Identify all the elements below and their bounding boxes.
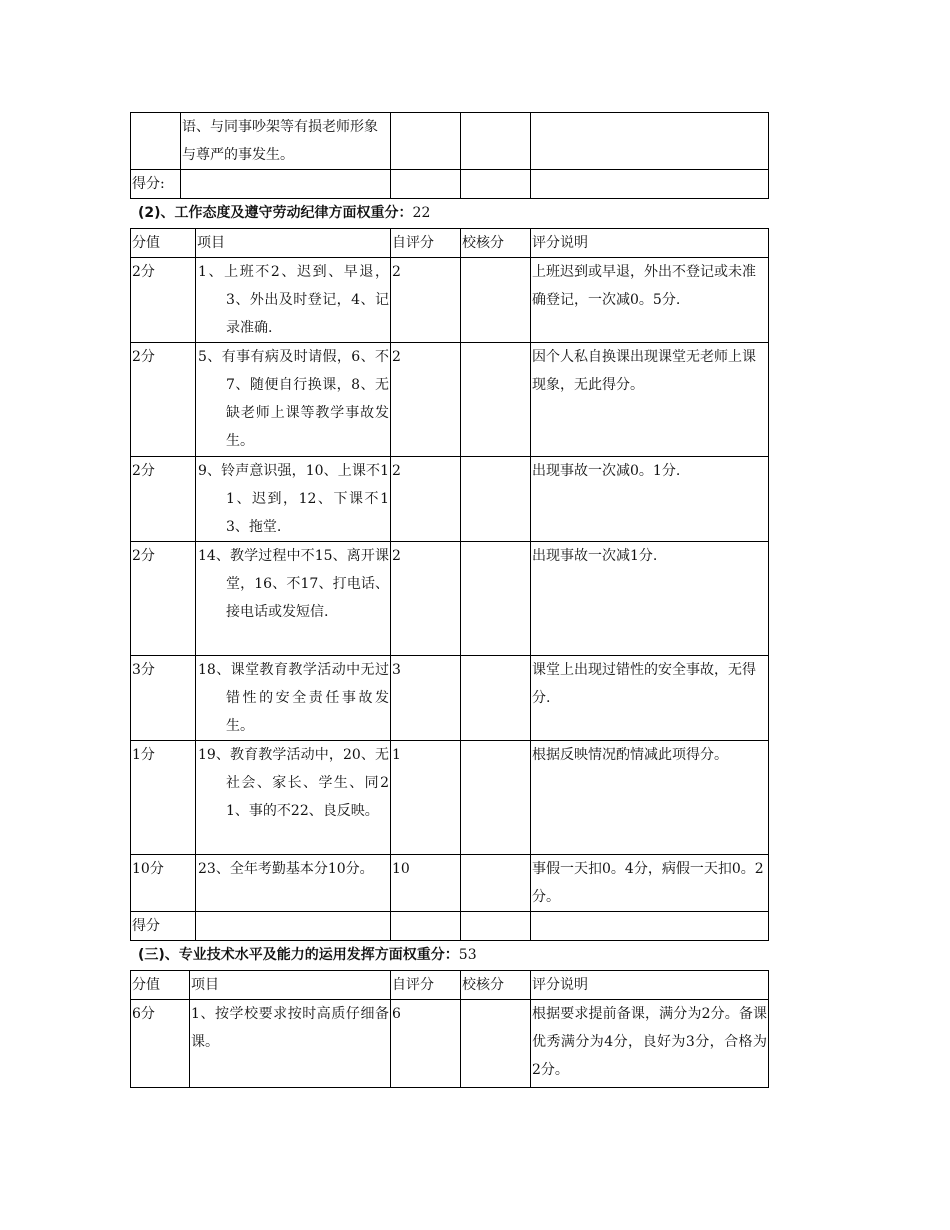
self-score-cell: 2 xyxy=(391,542,461,656)
header-row xyxy=(131,229,769,258)
section2-heading xyxy=(130,199,768,228)
score-cell: 6分 xyxy=(131,1000,190,1088)
note-cell xyxy=(531,912,769,941)
check-score-cell xyxy=(461,258,531,343)
table-row xyxy=(131,741,769,855)
self-score-cell: 2 xyxy=(391,343,461,457)
section3-weight: 53 xyxy=(458,947,477,963)
note-cell: 事假一天扣0。4分，病假一天扣0。2分。 xyxy=(531,855,769,912)
table-row xyxy=(131,1000,769,1088)
top-score-table xyxy=(130,112,769,199)
score-cell: 2分 xyxy=(131,542,196,656)
header-self: 自评分 xyxy=(391,971,461,1000)
note-cell: 出现事故一次减0。1分. xyxy=(531,457,769,542)
item-cell: 14、教学过程中不15、离开课堂，16、不17、打电话、接电话或发短信. xyxy=(196,542,391,656)
item-cell: 9、铃声意识强，10、上课不11、迟到，12、下课不13、拖堂. xyxy=(196,457,391,542)
header-item: 项目 xyxy=(196,229,391,258)
note-cell xyxy=(531,113,769,170)
check-score-cell xyxy=(461,741,531,855)
header-row xyxy=(131,971,769,1000)
section2-weight: 22 xyxy=(412,205,431,221)
table-row xyxy=(131,542,769,656)
note-cell xyxy=(531,170,769,199)
check-score-cell xyxy=(461,912,531,941)
check-score-cell xyxy=(461,457,531,542)
item-cell xyxy=(181,170,391,199)
item-cell: 23、全年考勤基本分10分。 xyxy=(196,855,391,912)
score-cell xyxy=(131,113,181,170)
section2-table xyxy=(130,228,769,941)
item-cell: 19、教育教学活动中，20、无社会、家长、学生、同21、事的不22、良反映。 xyxy=(196,741,391,855)
score-cell: 10分 xyxy=(131,855,196,912)
item-cell xyxy=(196,912,391,941)
table-row xyxy=(131,258,769,343)
section3-title: (三)、专业技术水平及能力的运用发挥方面权重分： xyxy=(138,947,459,963)
header-note: 评分说明 xyxy=(531,971,769,1000)
table-row xyxy=(131,855,769,912)
section3-table xyxy=(130,970,769,1088)
check-score-cell xyxy=(461,113,531,170)
score-cell: 2分 xyxy=(131,457,196,542)
item-cell: 5、有事有病及时请假，6、不7、随便自行换课，8、无缺老师上课等教学事故发生。 xyxy=(196,343,391,457)
note-cell: 因个人私自换课出现课堂无老师上课现象，无此得分。 xyxy=(531,343,769,457)
table-row xyxy=(131,113,769,170)
section3-heading xyxy=(130,941,768,970)
score-cell: 3分 xyxy=(131,656,196,741)
note-cell: 上班迟到或早退，外出不登记或未准确登记，一次减0。5分. xyxy=(531,258,769,343)
header-score: 分值 xyxy=(131,971,190,1000)
item-cell: 1、上班不2、迟到、早退，3、外出及时登记，4、记录准确. xyxy=(196,258,391,343)
check-score-cell xyxy=(461,1000,531,1088)
section2-title: (2)、工作态度及遵守劳动纪律方面权重分： xyxy=(138,205,413,221)
note-cell: 出现事故一次减1分. xyxy=(531,542,769,656)
item-cell: 18、课堂教育教学活动中无过错性的安全责任事故发生。 xyxy=(196,656,391,741)
item-cell: 语、与同事吵架等有损老师形象与尊严的事发生。 xyxy=(181,113,391,170)
self-score-cell xyxy=(391,170,461,199)
check-score-cell xyxy=(461,855,531,912)
document-page xyxy=(130,112,768,1088)
item-cell: 1、按学校要求按时高质仔细备课。 xyxy=(190,1000,391,1088)
note-cell: 根据反映情况酌情减此项得分。 xyxy=(531,741,769,855)
check-score-cell xyxy=(461,656,531,741)
self-score-cell: 3 xyxy=(391,656,461,741)
self-score-cell: 10 xyxy=(391,855,461,912)
score-cell: 1分 xyxy=(131,741,196,855)
self-score-cell: 6 xyxy=(391,1000,461,1088)
score-label: 得分 xyxy=(131,912,196,941)
header-self: 自评分 xyxy=(391,229,461,258)
table-row xyxy=(131,343,769,457)
header-note: 评分说明 xyxy=(531,229,769,258)
header-check: 校核分 xyxy=(461,971,531,1000)
table-row xyxy=(131,457,769,542)
header-score: 分值 xyxy=(131,229,196,258)
table-row xyxy=(131,912,769,941)
note-cell: 根据要求提前备课，满分为2分。备课优秀满分为4分，良好为3分，合格为2分。 xyxy=(531,1000,769,1088)
self-score-cell: 1 xyxy=(391,741,461,855)
header-item: 项目 xyxy=(190,971,391,1000)
self-score-cell xyxy=(391,113,461,170)
note-cell: 课堂上出现过错性的安全事故，无得分. xyxy=(531,656,769,741)
table-row xyxy=(131,656,769,741)
score-label: 得分: xyxy=(131,170,181,199)
self-score-cell xyxy=(391,912,461,941)
check-score-cell xyxy=(461,170,531,199)
self-score-cell: 2 xyxy=(391,457,461,542)
self-score-cell: 2 xyxy=(391,258,461,343)
table-row xyxy=(131,170,769,199)
score-cell: 2分 xyxy=(131,258,196,343)
check-score-cell xyxy=(461,343,531,457)
header-check: 校核分 xyxy=(461,229,531,258)
score-cell: 2分 xyxy=(131,343,196,457)
check-score-cell xyxy=(461,542,531,656)
